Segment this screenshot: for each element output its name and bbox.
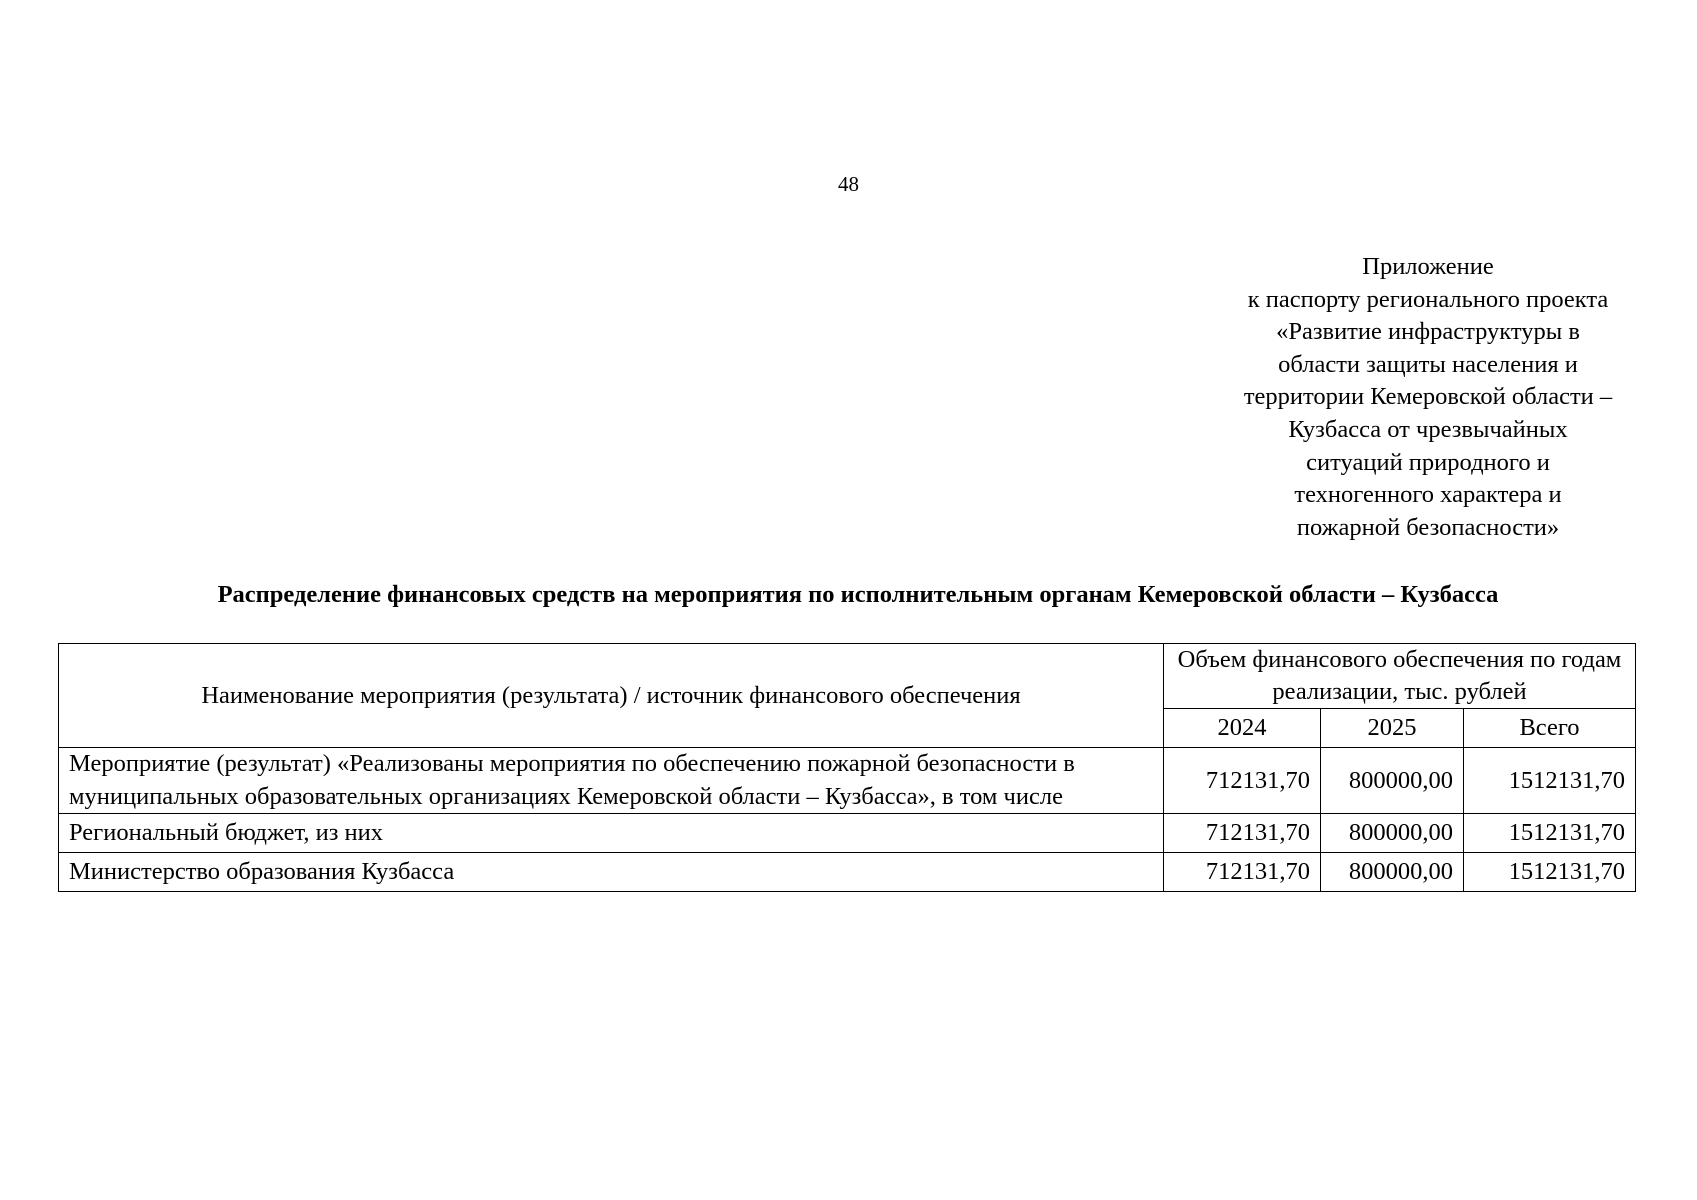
appendix-line: пожарной безопасности» [1296, 513, 1560, 541]
value-2024-cell: 712131,70 [1164, 748, 1321, 814]
header-volume-cell: Объем финансового обеспечения по годам реализации, тыс. рублей [1164, 644, 1636, 709]
appendix-line: территории Кемеровской области – [1243, 383, 1613, 411]
appendix-line: «Развитие инфраструктуры в [1276, 318, 1580, 346]
value-total-cell: 1512131,70 [1464, 748, 1636, 814]
row-name-cell: Министерство образования Кузбасса [59, 853, 1164, 892]
header-name-cell: Наименование мероприятия (результата) / источник финансового обеспечения [59, 644, 1164, 748]
appendix-line: ситуаций природного и [1306, 448, 1550, 476]
appendix-note [1208, 251, 1648, 544]
appendix-line: Кузбасса от чрезвычайных [1288, 415, 1568, 443]
header-year-2024: 2024 [1164, 709, 1321, 748]
table-row [59, 748, 1636, 814]
value-2025-cell: 800000,00 [1321, 748, 1464, 814]
value-total-cell: 1512131,70 [1464, 814, 1636, 853]
table-header-row [59, 644, 1636, 709]
header-total: Всего [1464, 709, 1636, 748]
appendix-line: Приложение [1362, 253, 1494, 280]
appendix-line: к паспорту регионального проекта [1247, 285, 1609, 313]
page-number: 48 [838, 172, 859, 196]
value-2025-cell: 800000,00 [1321, 853, 1464, 892]
value-2025-cell: 800000,00 [1321, 814, 1464, 853]
row-name-cell: Мероприятие (результат) «Реализованы мероприятия по обеспечению пожарной безопасности в муниципальных образовательных организациях Кемеровской области – Кузбасса», в том числе [59, 748, 1164, 814]
appendix-line: области защиты населения и [1278, 350, 1578, 378]
row-name-cell: Региональный бюджет, из них [59, 814, 1164, 853]
table-row [59, 814, 1636, 853]
document-title: Распределение финансовых средств на мероприятия по исполнительным органам Кемеровской области – Кузбасса [217, 581, 1499, 608]
value-2024-cell: 712131,70 [1164, 853, 1321, 892]
appendix-line: техногенного характера и [1294, 481, 1562, 509]
value-total-cell: 1512131,70 [1464, 853, 1636, 892]
table-row [59, 853, 1636, 892]
header-year-2025: 2025 [1321, 709, 1464, 748]
value-2024-cell: 712131,70 [1164, 814, 1321, 853]
finance-table [58, 643, 1636, 892]
